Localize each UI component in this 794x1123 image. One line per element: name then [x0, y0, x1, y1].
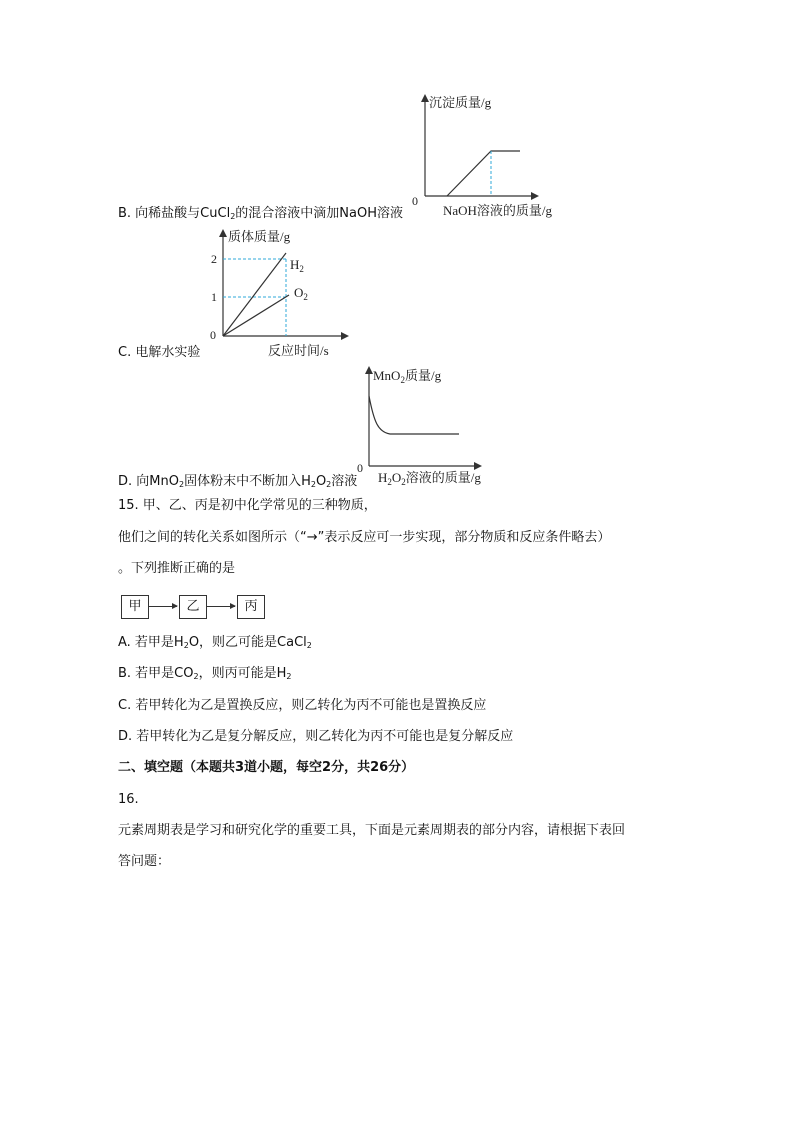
section-heading: 二、填空题（本题共3道小题，每空2分，共26分） [118, 760, 415, 775]
q15-stem-line1: 15. 甲、乙、丙是初中化学常见的三种物质， [118, 498, 377, 513]
flow-box-yi: 乙 [179, 595, 207, 619]
x-axis-arrow [531, 192, 539, 200]
y-tick-1: 1 [211, 290, 217, 304]
y-axis-arrow [365, 366, 373, 374]
option-d-text: D. 向MnO$_2$固体粉末中不断加入$H_2O_2$溶液 [118, 474, 358, 489]
q16-number: 16. [118, 792, 139, 807]
o2-label: $O_2$ [294, 285, 308, 302]
flow-arrow-1 [149, 606, 177, 607]
flow-box-jia: 甲 [121, 595, 149, 619]
y-axis-arrow [421, 94, 429, 102]
x-axis-label: NaOH溶液的质量/g [443, 203, 553, 218]
flow-arrow-2 [207, 606, 235, 607]
x-axis-arrow [341, 332, 349, 340]
mno2-curve [369, 396, 459, 434]
q15-stem-line3: 。下列推断正确的是 [118, 561, 236, 576]
origin-label: 0 [412, 194, 418, 208]
y-axis-label: MnO$_2$质量/g [373, 368, 442, 385]
y-axis-label: 沉淀质量/g [429, 95, 492, 110]
y-axis-arrow [219, 229, 227, 237]
x-axis-label: 反应时间/s [268, 343, 329, 358]
q15-option-a: A. 若甲是$H_2O$，则乙可能是CaCl$_2$ [118, 635, 312, 650]
electrolysis-graph [200, 225, 360, 360]
q15-option-c: C. 若甲转化为乙是置换反应，则乙转化为丙不可能也是置换反应 [118, 698, 487, 713]
origin-label: 0 [357, 461, 363, 475]
flow-box-bing: 丙 [237, 595, 265, 619]
h2-label: $H_2$ [290, 257, 304, 274]
x-axis-arrow [474, 462, 482, 470]
q16-line1: 元素周期表是学习和研究化学的重要工具，下面是元素周期表的部分内容，请根据下表回 [118, 823, 626, 838]
precipitate-curve [447, 151, 520, 196]
o2-line [223, 295, 289, 336]
mno2-graph [352, 362, 502, 492]
q15-option-d: D. 若甲转化为乙是复分解反应，则乙转化为丙不可能也是复分解反应 [118, 729, 514, 744]
q16-line2: 答问题： [118, 854, 171, 869]
precipitate-graph [405, 92, 595, 222]
y-axis-label: 质体质量/g [228, 229, 291, 244]
option-b-text: B. 向稀盐酸与CuCl$_2$的混合溶液中滴加NaOH溶液 [118, 206, 403, 221]
q15-stem-line2: 他们之间的转化关系如图所示（“→”表示反应可一步实现，部分物质和反应条件略去） [118, 530, 611, 545]
y-tick-2: 2 [211, 252, 217, 266]
x-axis-label: $H_2O_2$溶液的质量/g [378, 470, 481, 487]
origin-label: 0 [210, 328, 216, 342]
option-c-text: C. 电解水实验 [118, 345, 201, 360]
q15-option-b: B. 若甲是$CO_2$，则丙可能是$H_2$ [118, 666, 292, 681]
h2-line [223, 253, 286, 336]
